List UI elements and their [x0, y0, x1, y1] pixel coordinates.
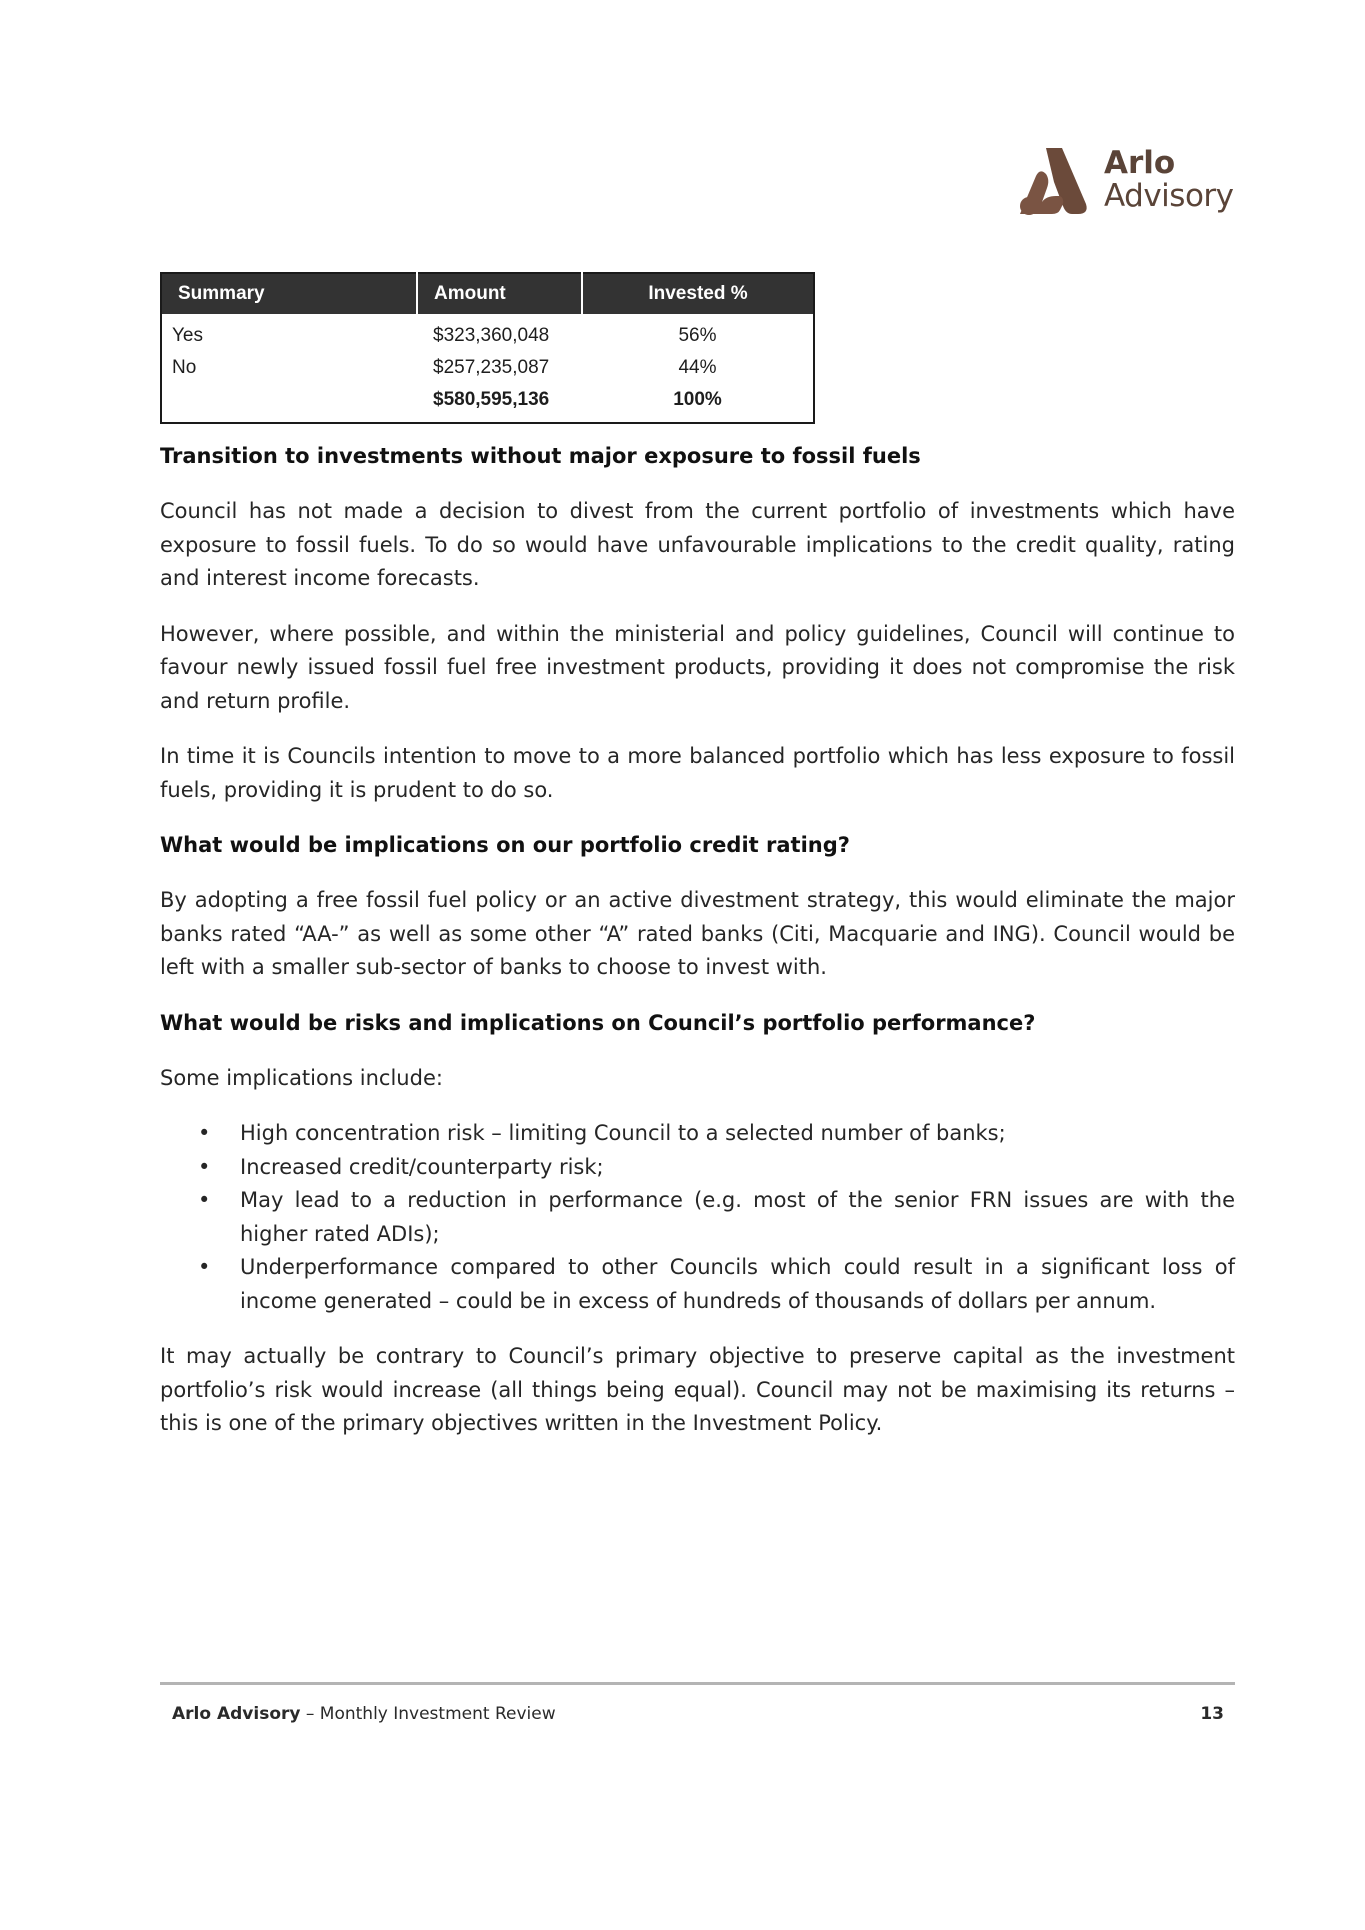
arlo-advisory-logo	[1016, 142, 1246, 222]
page-footer	[172, 1704, 1224, 1724]
page-number: 13	[1200, 1704, 1224, 1724]
arlo-logo-mark-icon	[1016, 146, 1096, 218]
summary-table-header-row	[161, 273, 814, 314]
paragraph: In time it is Councils intention to move to a more balanced portfolio which has less exposure to fossil fuels, providing it is prudent to do so.	[160, 744, 1235, 802]
bullet-icon: •	[198, 1188, 211, 1212]
row-amount: $257,235,087	[433, 357, 550, 378]
logo-line-arlo: Arlo	[1104, 145, 1176, 181]
header-invested-pct: Invested %	[582, 273, 814, 314]
bullet-icon: •	[198, 1154, 211, 1179]
list-item	[198, 1184, 1235, 1251]
list-item-text: Increased credit/counterparty risk;	[240, 1154, 604, 1179]
document-body	[160, 440, 1235, 1463]
footer-divider	[160, 1682, 1235, 1685]
table-row	[161, 314, 814, 352]
header-amount: Amount	[417, 273, 582, 314]
risks-bullet-list	[160, 1117, 1235, 1318]
row-label: No	[172, 357, 197, 378]
footer-title: Monthly Investment Review	[319, 1704, 556, 1724]
footer-separator: –	[300, 1704, 320, 1724]
summary-table	[160, 272, 815, 424]
list-item-text: High concentration risk – limiting Council to a selected number of banks;	[240, 1121, 1006, 1145]
paragraph: Some implications include:	[160, 1065, 443, 1090]
total-amount: $580,595,136	[433, 389, 550, 410]
bullet-icon: •	[198, 1255, 211, 1279]
list-item	[198, 1251, 1235, 1318]
logo-line-advisory: Advisory	[1104, 178, 1234, 214]
paragraph: Council has not made a decision to divest from the current portfolio of investments which have exposure to fossil fuels. To do so would have unfavourable implications to the credit quality, rating and interest income forecasts.	[160, 499, 1235, 590]
list-item	[198, 1117, 1235, 1151]
paragraph: However, where possible, and within the ministerial and policy guidelines, Council will continue to favour newly issued fossil fuel free investment products, providing it does not compromise the risk and return profile.	[160, 621, 1235, 713]
footer-brand: Arlo Advisory	[172, 1704, 301, 1724]
section-heading-credit-rating: What would be implications on our portfolio credit rating?	[160, 833, 850, 857]
section-heading-transition: Transition to investments without major exposure to fossil fuels	[160, 444, 921, 468]
row-label: Yes	[172, 325, 203, 346]
total-pct: 100%	[673, 389, 722, 410]
list-item-text: May lead to a reduction in performance (e.g. most of the senior FRN issues are with the higher rated ADIs);	[240, 1188, 1235, 1246]
table-row	[161, 352, 814, 384]
logo-wordmark	[1104, 145, 1234, 214]
table-total-row	[161, 384, 814, 423]
row-pct: 44%	[678, 357, 717, 378]
paragraph: By adopting a free fossil fuel policy or an active divestment strategy, this would eliminate the major banks rated “AA-” as well as some other “A” rated banks (Citi, Macquarie and ING). Council would be left with a smaller sub-sector of banks to choose to invest with.	[160, 888, 1235, 979]
bullet-icon: •	[198, 1121, 211, 1145]
section-heading-risks: What would be risks and implications on Council’s portfolio performance?	[160, 1010, 1036, 1035]
row-label	[161, 384, 417, 423]
row-pct: 56%	[678, 325, 717, 346]
header-summary: Summary	[161, 273, 417, 314]
row-amount: $323,360,048	[433, 325, 550, 346]
paragraph: It may actually be contrary to Council’s primary objective to preserve capital as the investment portfolio’s risk would increase (all things being equal). Council may not be maximising its returns – this is one of the primary objectives written in the Investment Policy.	[160, 1344, 1235, 1435]
list-item-text: Underperformance compared to other Councils which could result in a significant loss of income generated – could be in excess of hundreds of thousands of dollars per annum.	[240, 1255, 1235, 1313]
list-item	[198, 1151, 1235, 1185]
